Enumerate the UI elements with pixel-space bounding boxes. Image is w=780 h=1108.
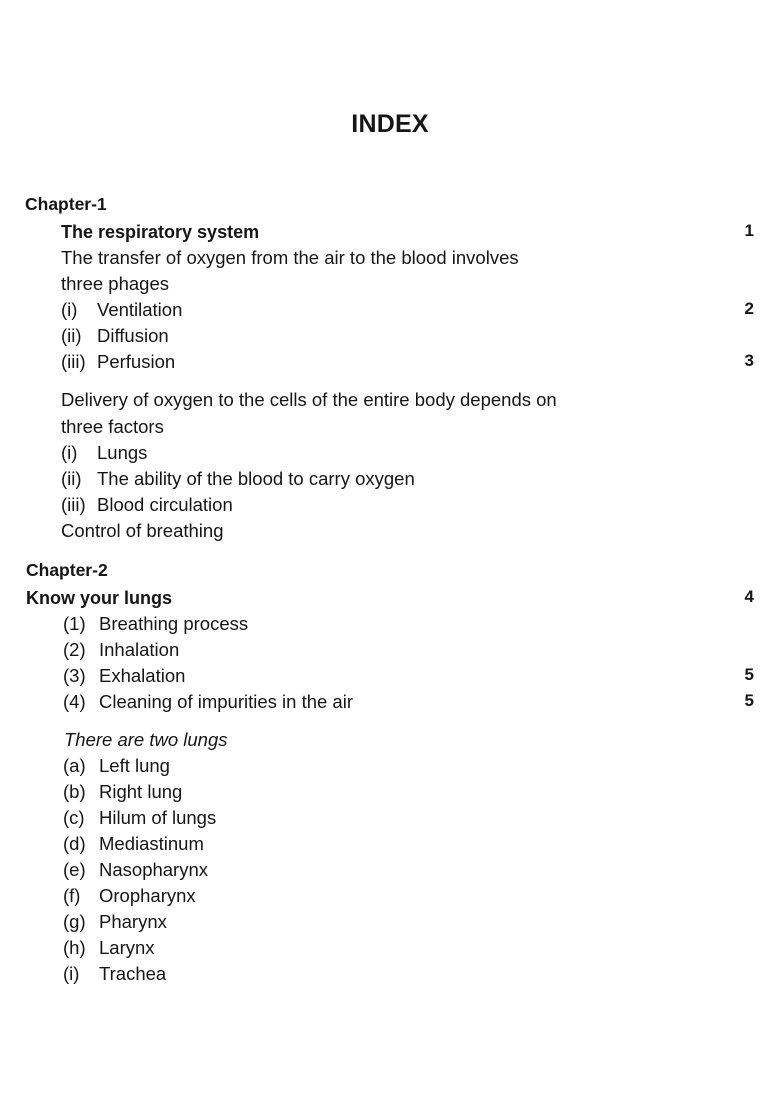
item-label: (i) [61,299,78,320]
list-item [61,468,415,490]
item-label: (2) [63,639,86,660]
list-item [63,937,155,959]
list-item [63,639,179,661]
item-label: (h) [63,937,86,958]
item-label: (3) [63,665,86,686]
item-text: Blood circulation [97,494,233,515]
item-text: Nasopharynx [99,859,209,880]
list-item [63,859,208,881]
item-text: Oropharynx [99,885,196,906]
item-text: Breathing process [99,613,249,634]
intro-text: three phages [61,273,170,294]
intro-text: The transfer of oxygen from the air to the blood involves [61,247,519,268]
item-label: (iii) [61,351,86,372]
page-number: 3 [744,351,754,370]
item-label: (f) [63,885,81,906]
list-item [63,691,353,713]
list-item [61,351,175,373]
item-label: (b) [63,781,86,802]
list-item [61,325,169,347]
list-item [63,833,204,855]
control-text: Control of breathing [61,520,224,541]
chapter-2-section-title: Know your lungs [26,588,172,608]
item-text: Trachea [99,963,167,984]
item-text: Mediastinum [99,833,204,854]
item-text: Exhalation [99,665,186,686]
item-label: (c) [63,807,85,828]
delivery-text: Delivery of oxygen to the cells of the entire body depends on [61,389,557,410]
item-text: Right lung [99,781,183,802]
page-title: INDEX [351,110,429,138]
item-text: Ventilation [97,299,183,320]
item-label: (iii) [61,494,86,515]
list-item [63,885,196,907]
item-label: (e) [63,859,86,880]
page-number: 5 [744,691,754,710]
chapter-1-section-title: The respiratory system [61,222,260,242]
item-label: (g) [63,911,86,932]
page-number: 5 [744,665,754,684]
list-item [63,665,185,687]
item-label: (i) [61,442,78,463]
list-item [63,911,167,933]
item-text: Larynx [99,937,155,958]
item-text: Left lung [99,755,170,776]
item-label: (a) [63,755,86,776]
page-number: 1 [744,221,754,240]
item-label: (i) [63,963,80,984]
item-text: The ability of the blood to carry oxygen [97,468,415,489]
item-text: Hilum of lungs [99,807,217,828]
list-item [63,963,166,985]
item-text: Perfusion [97,351,176,372]
chapter-2-heading: Chapter-2 [26,560,108,580]
item-label: (4) [63,691,86,712]
list-item [61,442,147,464]
lungs-intro: There are two lungs [64,729,228,750]
item-label: (ii) [61,468,82,489]
list-item [61,494,233,516]
item-text: Inhalation [99,639,180,660]
item-text: Cleaning of impurities in the air [99,691,353,712]
page-number: 4 [744,587,754,606]
list-item [63,807,216,829]
list-item [63,781,182,803]
list-item [61,299,182,321]
list-item [63,755,170,777]
page-number: 2 [744,299,754,318]
chapter-1-heading: Chapter-1 [25,194,107,214]
list-item [63,613,248,635]
item-text: Lungs [97,442,148,463]
item-label: (ii) [61,325,82,346]
item-label: (d) [63,833,86,854]
item-text: Diffusion [97,325,169,346]
item-text: Pharynx [99,911,167,932]
delivery-text: three factors [61,416,164,437]
item-label: (1) [63,613,86,634]
